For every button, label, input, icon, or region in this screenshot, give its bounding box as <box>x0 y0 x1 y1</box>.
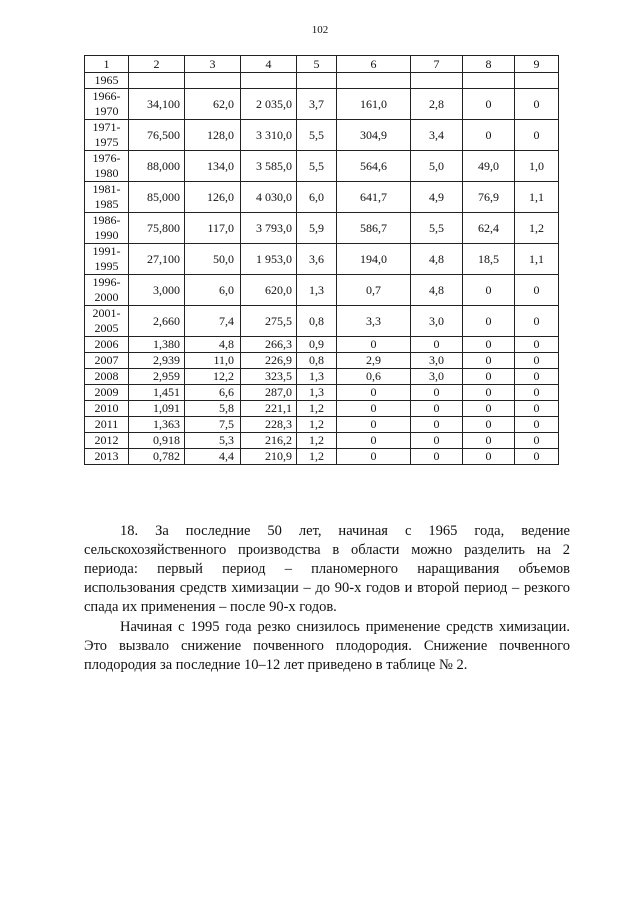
table-cell: 1,091 <box>129 401 185 417</box>
table-cell: 1,363 <box>129 417 185 433</box>
table-cell: 50,0 <box>185 244 241 275</box>
table-header-row <box>85 56 559 73</box>
table-cell-period: 2006 <box>85 337 129 353</box>
table-cell-period: 2009 <box>85 385 129 401</box>
table-cell: 1,2 <box>297 401 337 417</box>
table-cell: 12,2 <box>185 369 241 385</box>
table-cell: 88,000 <box>129 151 185 182</box>
paragraph-1-text: 18. За последние 50 лет, начиная с 1965 года, ведение сельскохозяйственного производства в области можно разделить на 2 периода: первый период – планомерного наращивания объемов использования средств химизации – до 90-х годов и второй период – резкого спада их применения – после 90-х годов. <box>84 523 570 615</box>
table-cell-period: 2011 <box>85 417 129 433</box>
table-cell: 1,3 <box>297 385 337 401</box>
table-cell: 7,5 <box>185 417 241 433</box>
column-header-7: 7 <box>411 56 463 73</box>
paragraph-2-text: Начиная с 1995 года резко снизилось применение средств химизации. Это вызвало снижение почвенного плодородия. Снижение почвенного плодородия за последние 10–12 лет приведено в таблице № 2. <box>84 619 570 673</box>
table-cell: 5,0 <box>411 151 463 182</box>
table-cell: 0 <box>463 89 515 120</box>
table-cell: 1,2 <box>515 213 559 244</box>
table-cell: 5,9 <box>297 213 337 244</box>
table-cell: 7,4 <box>185 306 241 337</box>
table-cell: 641,7 <box>337 182 411 213</box>
table-cell: 3 585,0 <box>241 151 297 182</box>
table-cell: 275,5 <box>241 306 297 337</box>
table-cell-period: 1971- 1975 <box>85 120 129 151</box>
table-cell: 0 <box>515 417 559 433</box>
table-cell: 4,4 <box>185 449 241 465</box>
table-cell: 0 <box>337 433 411 449</box>
table-row <box>85 433 559 449</box>
table-cell: 0 <box>337 337 411 353</box>
column-header-3: 3 <box>185 56 241 73</box>
table-cell: 0 <box>463 385 515 401</box>
table-cell: 0,8 <box>297 306 337 337</box>
table-cell: 194,0 <box>337 244 411 275</box>
table-cell-period: 1966- 1970 <box>85 89 129 120</box>
table-cell: 5,3 <box>185 433 241 449</box>
table-cell: 0 <box>411 401 463 417</box>
table-cell: 0,8 <box>297 353 337 369</box>
table-cell: 3 310,0 <box>241 120 297 151</box>
table-cell-period: 1996- 2000 <box>85 275 129 306</box>
table-cell: 0 <box>463 433 515 449</box>
table-cell: 1,2 <box>297 433 337 449</box>
table-cell: 216,2 <box>241 433 297 449</box>
table-cell-period: 2007 <box>85 353 129 369</box>
table-row <box>85 417 559 433</box>
table-row <box>85 369 559 385</box>
table-cell: 5,5 <box>411 213 463 244</box>
table-cell-period: 2012 <box>85 433 129 449</box>
table-cell: 117,0 <box>185 213 241 244</box>
table-cell: 0 <box>411 337 463 353</box>
table-cell: 0 <box>463 369 515 385</box>
table-cell: 0 <box>515 401 559 417</box>
table-cell: 0 <box>515 433 559 449</box>
table-row <box>85 306 559 337</box>
table-row <box>85 449 559 465</box>
table-cell: 210,9 <box>241 449 297 465</box>
table-cell: 6,0 <box>185 275 241 306</box>
table-header <box>85 56 559 73</box>
table-cell: 3,0 <box>411 306 463 337</box>
table-cell: 0 <box>463 120 515 151</box>
table-cell: 6,6 <box>185 385 241 401</box>
table-cell: 287,0 <box>241 385 297 401</box>
table-cell <box>297 73 337 89</box>
table-cell: 0,7 <box>337 275 411 306</box>
table-cell-period: 1981- 1985 <box>85 182 129 213</box>
table-cell: 4,8 <box>185 337 241 353</box>
table-cell: 4,9 <box>411 182 463 213</box>
table-cell: 0 <box>515 449 559 465</box>
table-cell: 0 <box>463 401 515 417</box>
table-row <box>85 353 559 369</box>
table-cell: 76,500 <box>129 120 185 151</box>
table-cell: 134,0 <box>185 151 241 182</box>
table-body <box>85 73 559 465</box>
table-cell: 0 <box>463 306 515 337</box>
table-cell: 5,5 <box>297 120 337 151</box>
table-cell: 0 <box>411 417 463 433</box>
table-cell: 304,9 <box>337 120 411 151</box>
table-cell: 3,0 <box>411 353 463 369</box>
table-cell: 4 030,0 <box>241 182 297 213</box>
table-cell: 5,8 <box>185 401 241 417</box>
table-cell: 0 <box>411 385 463 401</box>
table-row <box>85 337 559 353</box>
table-cell <box>411 73 463 89</box>
table-cell: 0 <box>515 89 559 120</box>
table-cell-period: 1991- 1995 <box>85 244 129 275</box>
table-cell: 0,918 <box>129 433 185 449</box>
table-cell: 1,3 <box>297 369 337 385</box>
table-cell-period: 2010 <box>85 401 129 417</box>
table-cell: 0 <box>515 337 559 353</box>
paragraph-2 <box>84 618 570 675</box>
column-header-2: 2 <box>129 56 185 73</box>
column-header-4: 4 <box>241 56 297 73</box>
table-cell: 0 <box>411 449 463 465</box>
table-cell: 1 953,0 <box>241 244 297 275</box>
table-cell: 0 <box>337 449 411 465</box>
table-cell-period: 2001- 2005 <box>85 306 129 337</box>
table-cell: 228,3 <box>241 417 297 433</box>
table-row <box>85 275 559 306</box>
table-cell: 0,782 <box>129 449 185 465</box>
table-cell: 3,3 <box>337 306 411 337</box>
table-cell: 0 <box>337 385 411 401</box>
table-cell: 0 <box>337 417 411 433</box>
table-cell: 85,000 <box>129 182 185 213</box>
table-cell: 1,1 <box>515 182 559 213</box>
table-cell-period: 1965 <box>85 73 129 89</box>
table-cell <box>515 73 559 89</box>
table-cell: 3,7 <box>297 89 337 120</box>
table-cell: 2,8 <box>411 89 463 120</box>
table-cell: 11,0 <box>185 353 241 369</box>
table-cell: 2,959 <box>129 369 185 385</box>
table-cell: 2 035,0 <box>241 89 297 120</box>
table-cell: 62,4 <box>463 213 515 244</box>
table-cell: 6,0 <box>297 182 337 213</box>
table-cell: 1,1 <box>515 244 559 275</box>
table-cell: 27,100 <box>129 244 185 275</box>
table-cell: 3 793,0 <box>241 213 297 244</box>
table-cell: 2,939 <box>129 353 185 369</box>
table-cell: 0 <box>515 275 559 306</box>
table-row <box>85 385 559 401</box>
table-cell <box>463 73 515 89</box>
table-cell: 76,9 <box>463 182 515 213</box>
table-cell: 0,6 <box>337 369 411 385</box>
table-cell: 126,0 <box>185 182 241 213</box>
table-cell: 0 <box>515 120 559 151</box>
table-cell: 221,1 <box>241 401 297 417</box>
table-cell: 323,5 <box>241 369 297 385</box>
table-cell: 564,6 <box>337 151 411 182</box>
table-cell: 3,000 <box>129 275 185 306</box>
table-cell: 266,3 <box>241 337 297 353</box>
table-cell: 161,0 <box>337 89 411 120</box>
table-row <box>85 182 559 213</box>
table-cell: 1,2 <box>297 417 337 433</box>
table-cell: 586,7 <box>337 213 411 244</box>
column-header-6: 6 <box>337 56 411 73</box>
table-cell: 1,380 <box>129 337 185 353</box>
table-cell: 0 <box>515 306 559 337</box>
table-cell: 3,6 <box>297 244 337 275</box>
table-cell-period: 1976- 1980 <box>85 151 129 182</box>
table-cell: 0 <box>515 385 559 401</box>
table-cell <box>337 73 411 89</box>
table-row <box>85 120 559 151</box>
table-cell: 0 <box>515 369 559 385</box>
table-row <box>85 401 559 417</box>
table-row <box>85 244 559 275</box>
table-cell: 0 <box>337 401 411 417</box>
table-cell <box>241 73 297 89</box>
table-cell: 1,2 <box>297 449 337 465</box>
page-number: 102 <box>311 24 329 36</box>
table-cell: 0 <box>463 449 515 465</box>
table-cell: 0 <box>463 353 515 369</box>
table-cell: 0 <box>463 417 515 433</box>
column-header-1: 1 <box>85 56 129 73</box>
table-cell: 18,5 <box>463 244 515 275</box>
column-header-9: 9 <box>515 56 559 73</box>
table-cell: 0 <box>411 433 463 449</box>
table-cell: 0,9 <box>297 337 337 353</box>
table-cell: 4,8 <box>411 244 463 275</box>
table-row <box>85 213 559 244</box>
table-cell: 4,8 <box>411 275 463 306</box>
table-cell: 49,0 <box>463 151 515 182</box>
table-cell: 3,4 <box>411 120 463 151</box>
table-cell: 620,0 <box>241 275 297 306</box>
table-cell-period: 2013 <box>85 449 129 465</box>
table-cell: 0 <box>463 337 515 353</box>
table-cell: 0 <box>515 353 559 369</box>
table-cell: 75,800 <box>129 213 185 244</box>
table-cell: 0 <box>463 275 515 306</box>
column-header-8: 8 <box>463 56 515 73</box>
table-cell: 2,9 <box>337 353 411 369</box>
table-cell: 1,0 <box>515 151 559 182</box>
paragraph-1 <box>84 522 570 617</box>
table-cell: 3,0 <box>411 369 463 385</box>
table-cell: 128,0 <box>185 120 241 151</box>
table-cell: 62,0 <box>185 89 241 120</box>
table-cell-period: 2008 <box>85 369 129 385</box>
table-row <box>85 73 559 89</box>
table-cell <box>129 73 185 89</box>
table-cell: 2,660 <box>129 306 185 337</box>
column-header-5: 5 <box>297 56 337 73</box>
table-cell: 5,5 <box>297 151 337 182</box>
table-cell: 1,3 <box>297 275 337 306</box>
table-row <box>85 151 559 182</box>
table-row <box>85 89 559 120</box>
table-cell: 1,451 <box>129 385 185 401</box>
table-cell <box>185 73 241 89</box>
data-table <box>84 55 559 465</box>
table-cell-period: 1986- 1990 <box>85 213 129 244</box>
table-cell: 226,9 <box>241 353 297 369</box>
table-cell: 34,100 <box>129 89 185 120</box>
